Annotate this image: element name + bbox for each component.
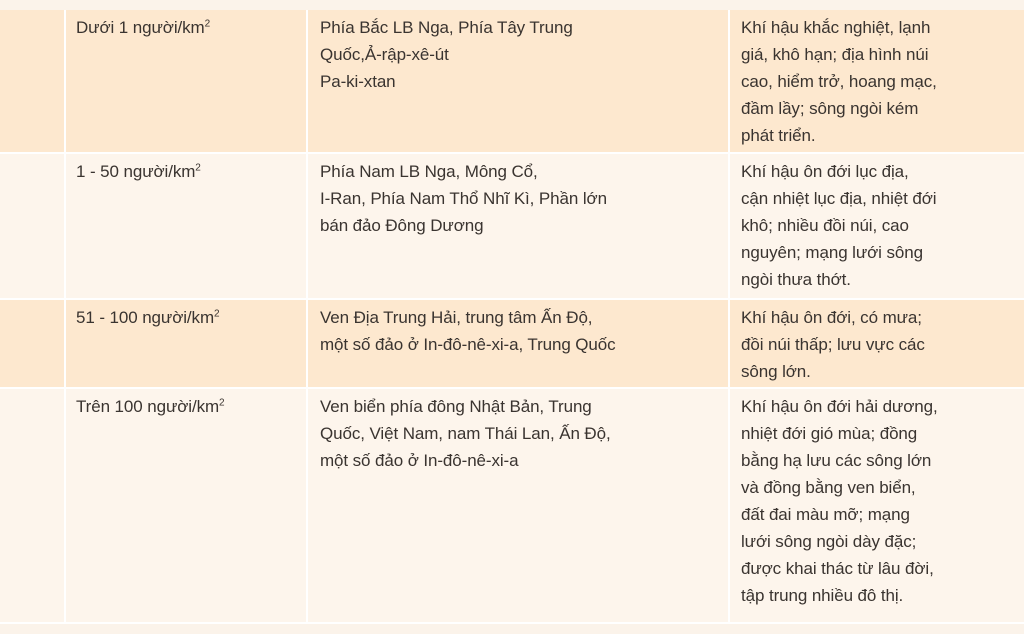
density-superscript: 2 (204, 18, 211, 30)
conditions-cell: Khí hậu khắc nghiệt, lạnh giá, khô hạn; địa hình núi cao, hiểm trở, hoang mạc, đầm lầy; sông ngòi kém phát triển. (741, 18, 937, 145)
table-row (0, 10, 1024, 154)
density-superscript: 2 (195, 162, 201, 174)
table-row (0, 300, 1024, 389)
population-density-table (0, 10, 1024, 624)
density-cell (66, 300, 308, 387)
regions-cell: Phía Nam LB Nga, Mông Cổ, I-Ran, Phía Nam Thổ Nhĩ Kì, Phần lớn bán đảo Đông Dương (308, 154, 730, 298)
row-margin-cell (0, 300, 66, 387)
row-margin-cell (0, 389, 66, 622)
density-superscript: 2 (219, 397, 225, 409)
density-cell (66, 10, 308, 152)
regions-cell: Ven Địa Trung Hải, trung tâm Ấn Độ, một số đảo ở In-đô-nê-xi-a, Trung Quốc (308, 300, 730, 387)
density-cell (66, 154, 308, 298)
regions-cell: Phía Bắc LB Nga, Phía Tây Trung Quốc,Ả-rập-xê-út Pa-ki-xtan (308, 10, 730, 152)
density-superscript: 2 (214, 308, 220, 320)
density-cell (66, 389, 308, 622)
table-row (0, 154, 1024, 300)
conditions-cell: Khí hậu ôn đới, có mưa; đồi núi thấp; lưu vực các sông lớn. (741, 308, 925, 381)
density-text: Trên 100 người/km (76, 397, 220, 416)
table-row (0, 389, 1024, 624)
conditions-cell: Khí hậu ôn đới lục địa, cận nhiệt lục địa, nhiệt đới khô; nhiều đồi núi, cao nguyên; mạng lưới sông ngòi thưa thớt. (741, 162, 937, 289)
top-strip (0, 0, 1024, 10)
density-text: 1 - 50 người/km (76, 162, 196, 181)
row-margin-cell (0, 10, 66, 152)
conditions-cell: Khí hậu ôn đới hải dương, nhiệt đới gió mùa; đồng bằng hạ lưu các sông lớn và đồng bằng ven biển, đất đai màu mỡ; mạng lưới sông ngòi dày đặc; được khai thác từ lâu đời, tập trung nhiều đô thị. (741, 397, 938, 605)
row-margin-cell (0, 154, 66, 298)
density-text: 51 - 100 người/km (76, 308, 215, 327)
regions-cell: Ven biển phía đông Nhật Bản, Trung Quốc, Việt Nam, nam Thái Lan, Ấn Độ, một số đảo ở In-đô-nê-xi-a (308, 389, 730, 622)
density-text: Dưới 1 người/km (76, 18, 205, 37)
